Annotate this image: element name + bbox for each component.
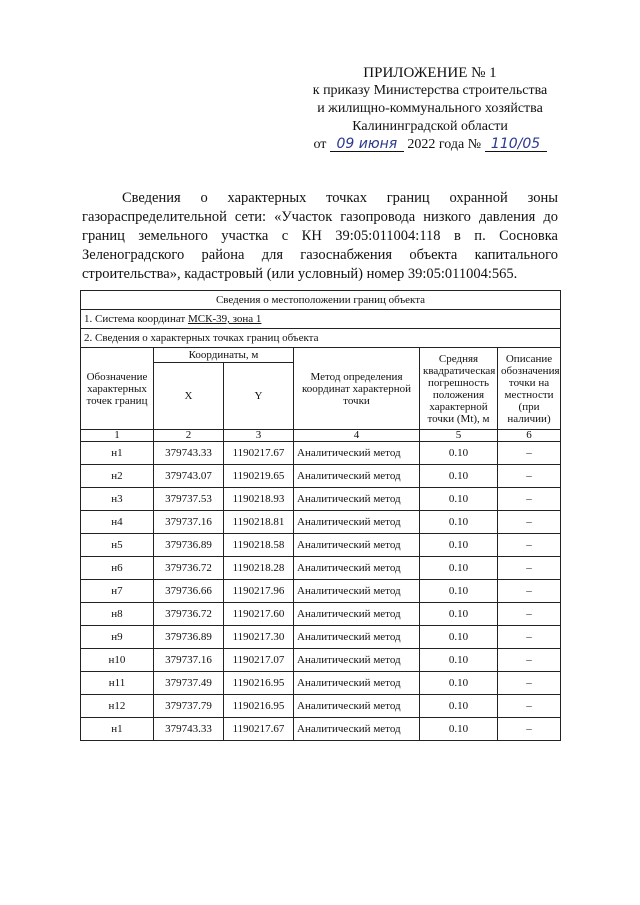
col-number: 3: [224, 430, 294, 442]
col-number: 4: [294, 430, 420, 442]
error-value-cell: 0.10: [420, 672, 498, 695]
point-id-cell: н9: [81, 626, 154, 649]
method-cell: Аналитический метод: [294, 603, 420, 626]
method-cell: Аналитический метод: [294, 626, 420, 649]
header-method: Метод определения координат характерной точки: [294, 348, 420, 430]
point-id-cell: н2: [81, 465, 154, 488]
header-description: Описание обозначения точки на местности (при наличии): [498, 348, 561, 430]
method-cell: Аналитический метод: [294, 718, 420, 741]
error-value-cell: 0.10: [420, 603, 498, 626]
column-numbers-row: [81, 430, 561, 442]
col-number: 6: [498, 430, 561, 442]
x-coord-cell: 379736.72: [154, 603, 224, 626]
section2-label: 2. Сведения о характерных точках границ объекта: [81, 329, 561, 348]
point-id-cell: н7: [81, 580, 154, 603]
description-cell: –: [498, 465, 561, 488]
y-coord-cell: 1190217.96: [224, 580, 294, 603]
description-cell: –: [498, 649, 561, 672]
x-coord-cell: 379736.89: [154, 626, 224, 649]
description-cell: –: [498, 488, 561, 511]
method-cell: Аналитический метод: [294, 580, 420, 603]
table-caption-row: [81, 291, 561, 310]
description-cell: –: [498, 557, 561, 580]
method-cell: Аналитический метод: [294, 442, 420, 465]
description-cell: –: [498, 511, 561, 534]
x-coord-cell: 379737.16: [154, 511, 224, 534]
handwritten-date: 09 июня: [330, 137, 404, 152]
error-value-cell: 0.10: [420, 511, 498, 534]
x-coord-cell: 379736.89: [154, 534, 224, 557]
error-value-cell: 0.10: [420, 534, 498, 557]
table-row: [81, 718, 561, 741]
x-coord-cell: 379743.33: [154, 442, 224, 465]
point-id-cell: н8: [81, 603, 154, 626]
col-number: 1: [81, 430, 154, 442]
header-row-1: [81, 348, 561, 363]
table-caption: Сведения о местоположении границ объекта: [81, 291, 561, 310]
y-coord-cell: 1190219.65: [224, 465, 294, 488]
error-value-cell: 0.10: [420, 695, 498, 718]
y-coord-cell: 1190217.30: [224, 626, 294, 649]
description-cell: –: [498, 442, 561, 465]
method-cell: Аналитический метод: [294, 488, 420, 511]
header-error: Средняя квадратическая погрешность положения характерной точки (Mt), м: [420, 348, 498, 430]
point-id-cell: н12: [81, 695, 154, 718]
header-designation: Обозначение характерных точек границ: [81, 348, 154, 430]
y-coord-cell: 1190216.95: [224, 672, 294, 695]
y-coord-cell: 1190217.67: [224, 442, 294, 465]
y-coord-cell: 1190216.95: [224, 695, 294, 718]
intro-paragraph: [82, 189, 558, 284]
x-coord-cell: 379743.33: [154, 718, 224, 741]
order-date-line: [300, 136, 560, 154]
coordinate-system-label: 1. Система координат: [84, 313, 186, 325]
ministry-line: и жилищно-коммунального хозяйства: [317, 101, 543, 116]
description-cell: –: [498, 603, 561, 626]
table-row: [81, 465, 561, 488]
point-id-cell: н5: [81, 534, 154, 557]
description-cell: –: [498, 580, 561, 603]
section2-row: [81, 329, 561, 348]
method-cell: Аналитический метод: [294, 465, 420, 488]
y-coord-cell: 1190217.67: [224, 718, 294, 741]
point-id-cell: н11: [81, 672, 154, 695]
header-x: X: [154, 363, 224, 430]
error-value-cell: 0.10: [420, 442, 498, 465]
boundary-points-table: [80, 290, 561, 741]
description-cell: –: [498, 695, 561, 718]
error-value-cell: 0.10: [420, 649, 498, 672]
table-body: [81, 442, 561, 741]
coordinate-system-row: [81, 310, 561, 329]
method-cell: Аналитический метод: [294, 511, 420, 534]
table-row: [81, 534, 561, 557]
date-suffix: 2022 года №: [407, 137, 482, 152]
y-coord-cell: 1190217.07: [224, 649, 294, 672]
region-line: Калининградской области: [352, 119, 508, 134]
table-row: [81, 695, 561, 718]
y-coord-cell: 1190218.58: [224, 534, 294, 557]
point-id-cell: н6: [81, 557, 154, 580]
x-coord-cell: 379737.16: [154, 649, 224, 672]
point-id-cell: н1: [81, 718, 154, 741]
x-coord-cell: 379737.49: [154, 672, 224, 695]
error-value-cell: 0.10: [420, 718, 498, 741]
table-row: [81, 603, 561, 626]
method-cell: Аналитический метод: [294, 695, 420, 718]
appendix-header: [300, 64, 560, 154]
y-coord-cell: 1190218.93: [224, 488, 294, 511]
table-row: [81, 511, 561, 534]
description-cell: –: [498, 672, 561, 695]
error-value-cell: 0.10: [420, 465, 498, 488]
error-value-cell: 0.10: [420, 626, 498, 649]
table-row: [81, 672, 561, 695]
y-coord-cell: 1190218.81: [224, 511, 294, 534]
method-cell: Аналитический метод: [294, 557, 420, 580]
point-id-cell: н10: [81, 649, 154, 672]
header-coordinates: Координаты, м: [154, 348, 294, 363]
x-coord-cell: 379737.53: [154, 488, 224, 511]
table-row: [81, 626, 561, 649]
y-coord-cell: 1190218.28: [224, 557, 294, 580]
method-cell: Аналитический метод: [294, 534, 420, 557]
x-coord-cell: 379743.07: [154, 465, 224, 488]
point-id-cell: н4: [81, 511, 154, 534]
x-coord-cell: 379737.79: [154, 695, 224, 718]
point-id-cell: н3: [81, 488, 154, 511]
error-value-cell: 0.10: [420, 488, 498, 511]
error-value-cell: 0.10: [420, 557, 498, 580]
header-y: Y: [224, 363, 294, 430]
table-row: [81, 580, 561, 603]
x-coord-cell: 379736.66: [154, 580, 224, 603]
point-id-cell: н1: [81, 442, 154, 465]
col-number: 5: [420, 430, 498, 442]
handwritten-order-number: 110/05: [485, 137, 547, 152]
error-value-cell: 0.10: [420, 580, 498, 603]
appendix-title: ПРИЛОЖЕНИЕ № 1: [363, 65, 497, 81]
table-row: [81, 488, 561, 511]
table-row: [81, 557, 561, 580]
date-prefix: от: [313, 137, 327, 152]
x-coord-cell: 379736.72: [154, 557, 224, 580]
y-coord-cell: 1190217.60: [224, 603, 294, 626]
order-line: к приказу Министерства строительства: [312, 83, 548, 98]
intro-text: Сведения о характерных точках границ охранной зоны газораспределительной сети: «Участок газопровода низкого давления до границ земельного участка с КН 39:05:011004:118 в п. Сосновка Зеленоградского района для газоснабжения объекта капитального строительства», кадастровый (или условный) номер 39:05:011004:565.: [82, 190, 558, 282]
description-cell: –: [498, 626, 561, 649]
description-cell: –: [498, 534, 561, 557]
table-row: [81, 649, 561, 672]
coordinate-system-value: МСК-39, зона 1: [187, 313, 262, 325]
table-row: [81, 442, 561, 465]
method-cell: Аналитический метод: [294, 672, 420, 695]
method-cell: Аналитический метод: [294, 649, 420, 672]
col-number: 2: [154, 430, 224, 442]
description-cell: –: [498, 718, 561, 741]
